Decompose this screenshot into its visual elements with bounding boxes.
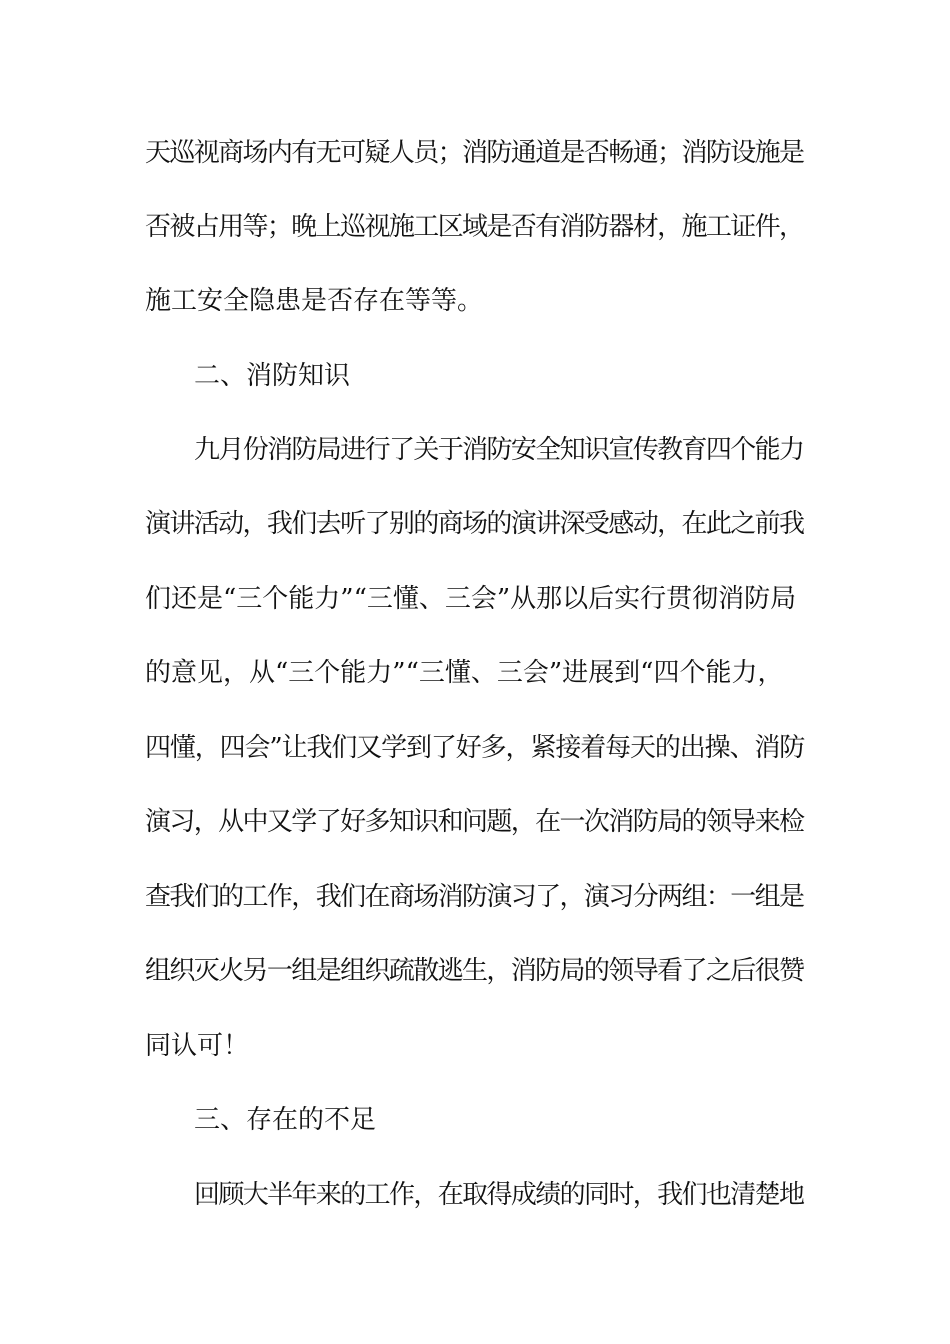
body-text-line: 查我们的工作，我们在商场消防演习了，演习分两组：一组是 bbox=[145, 882, 804, 912]
body-text-line: 演习，从中又学了好多知识和问题，在一次消防局的领导来检 bbox=[145, 807, 804, 837]
body-text-line: 们还是“三个能力”“三懂、三会”从那以后实行贯彻消防局 bbox=[145, 584, 797, 614]
body-text-line: 否被占用等；晚上巡视施工区域是否有消防器材，施工证件， bbox=[145, 212, 804, 242]
body-text-line: 施工安全隐患是否存在等等。 bbox=[145, 286, 484, 316]
body-text-line: 九月份消防局进行了关于消防安全知识宣传教育四个能力 bbox=[194, 435, 804, 465]
section-heading: 二、消防知识 bbox=[194, 361, 351, 391]
body-text-line: 的意见，从“三个能力”“三懂、三会”进展到“四个能力， bbox=[145, 658, 784, 688]
body-text-line: 天巡视商场内有无可疑人员；消防通道是否畅通；消防设施是 bbox=[145, 138, 804, 168]
body-text-line: 组织灭火另一组是组织疏散逃生，消防局的领导看了之后很赞 bbox=[145, 956, 804, 986]
body-text-line: 四懂，四会”让我们又学到了好多，紧接着每天的出操、消防 bbox=[145, 733, 805, 763]
body-text-line: 回顾大半年来的工作，在取得成绩的同时，我们也清楚地 bbox=[194, 1180, 804, 1210]
body-text-line: 同认可！ bbox=[145, 1031, 250, 1061]
section-heading: 三、存在的不足 bbox=[194, 1105, 377, 1135]
body-text-line: 演讲活动，我们去听了别的商场的演讲深受感动，在此之前我 bbox=[145, 509, 804, 539]
